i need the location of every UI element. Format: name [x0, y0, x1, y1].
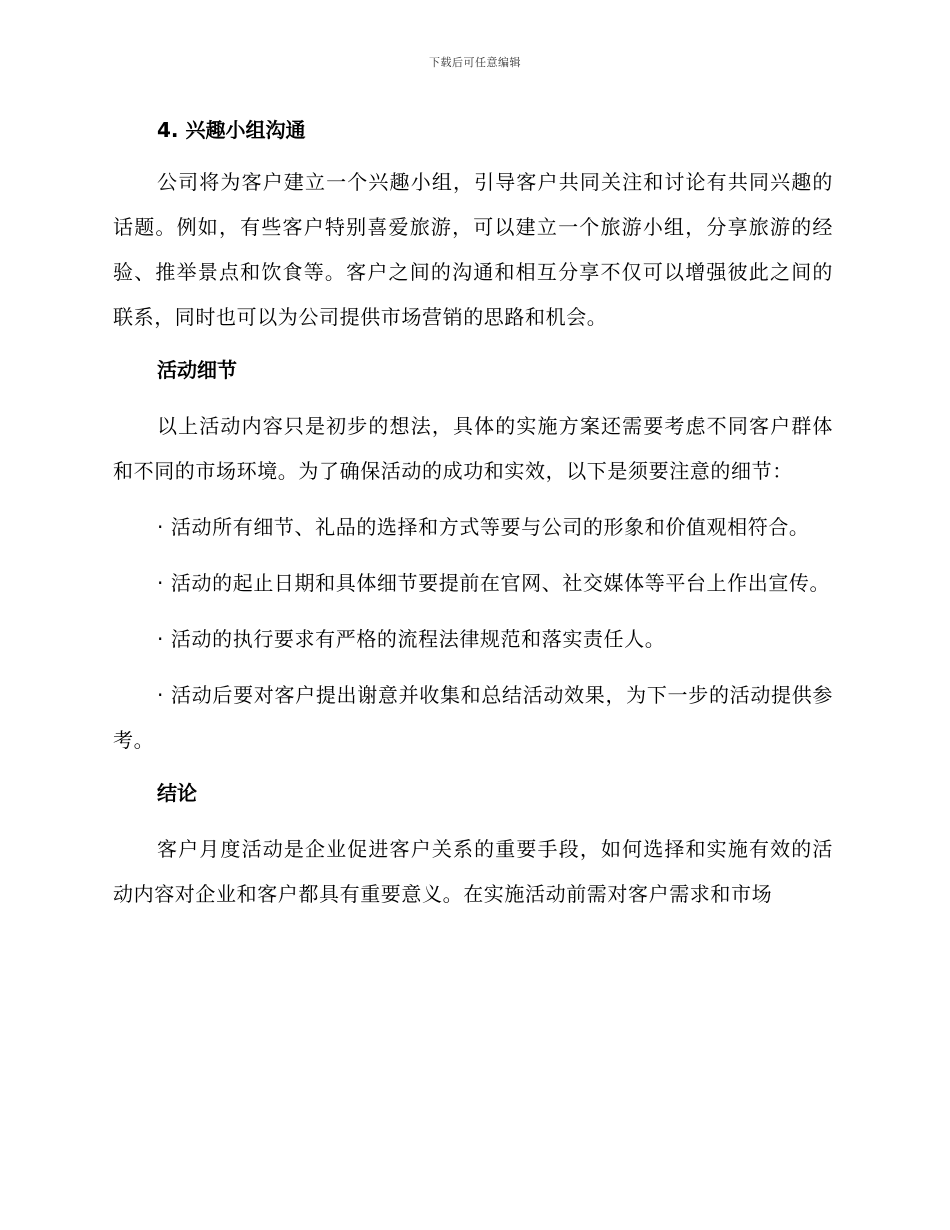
page-header: 下载后可任意编辑	[429, 56, 521, 69]
bullet-item-4: · 活动后要对客户提出谢意并收集和总结活动效果，为下一步的活动提供参考。	[113, 683, 833, 752]
section-heading-activity-details: 活动细节	[157, 358, 237, 382]
bullet-item-2: · 活动的起止日期和具体细节要提前在官网、社交媒体等平台上作出宣传。	[157, 571, 831, 595]
paragraph-conclusion: 客户月度活动是企业促进客户关系的重要手段，如何选择和实施有效的活动内容对企业和客户都具有重要意义。在实施活动前需对客户需求和市场	[113, 837, 833, 906]
bullet-item-1: · 活动所有细节、礼品的选择和方式等要与公司的形象和价值观相符合。	[157, 515, 810, 539]
paragraph-activity-details: 以上活动内容只是初步的想法，具体的实施方案还需要考虑不同客户群体和不同的市场环境。为了确保活动的成功和实效，以下是须要注意的细节：	[113, 414, 833, 483]
bullet-item-3: · 活动的执行要求有严格的流程法律规范和落实责任人。	[157, 627, 666, 651]
section-heading-conclusion: 结论	[157, 781, 197, 805]
paragraph-interest-group: 公司将为客户建立一个兴趣小组，引导客户共同关注和讨论有共同兴趣的话题。例如，有些客户特别喜爱旅游，可以建立一个旅游小组，分享旅游的经验、推举景点和饮食等。客户之间的沟通和相互分享不仅可以增强彼此之间的联系，同时也可以为公司提供市场营销的思路和机会。	[113, 170, 833, 329]
section-heading-interest-group: 4. 兴趣小组沟通	[157, 118, 306, 142]
document-body	[113, 112, 833, 917]
